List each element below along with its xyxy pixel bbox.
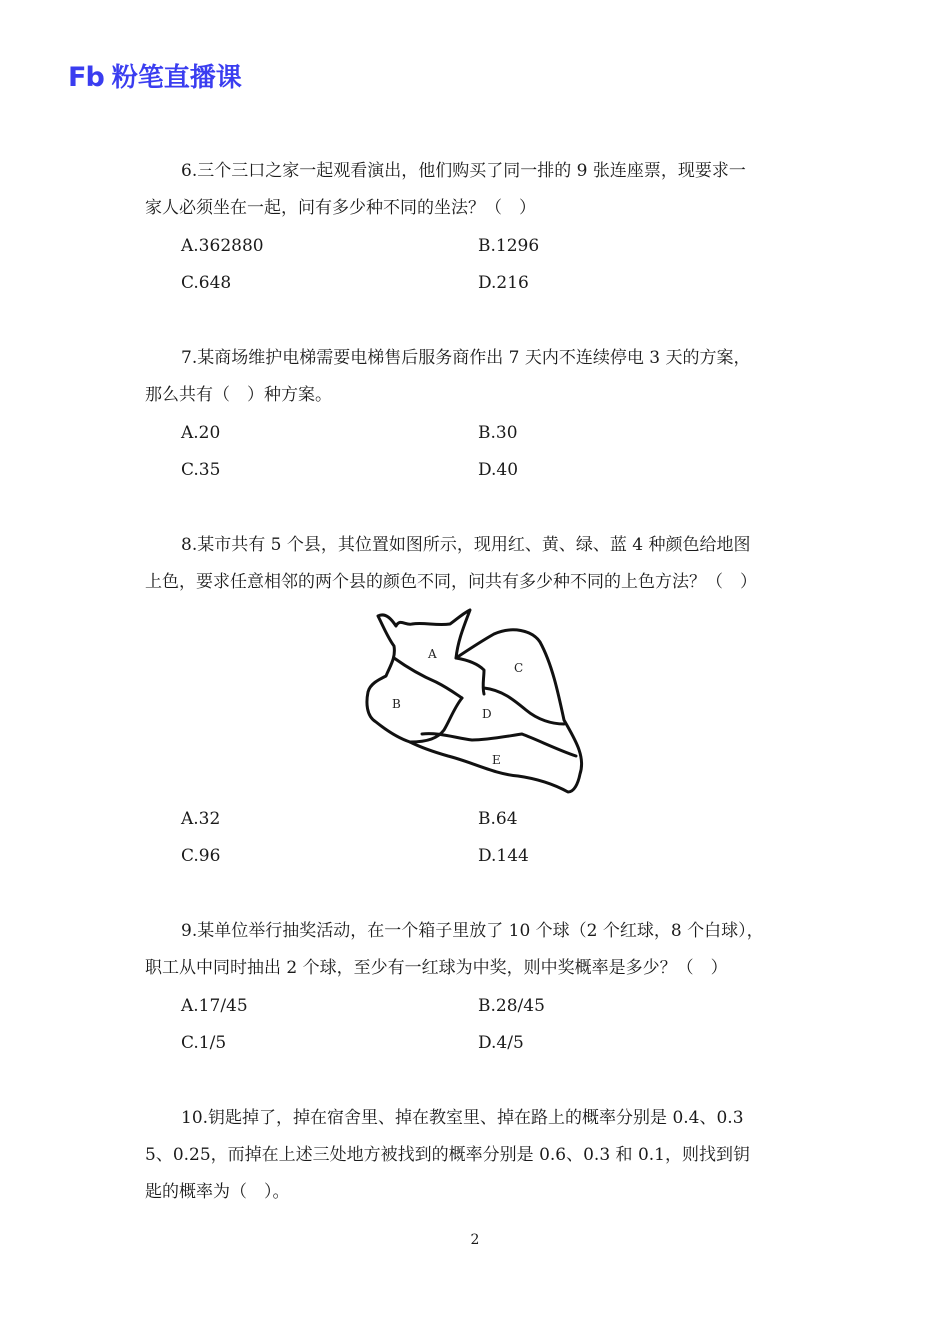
question-9-option-a: A.17/45 xyxy=(181,996,248,1016)
question-10-stem-line-1: 10.钥匙掉了，掉在宿舍里、掉在教室里、掉在路上的概率分别是 0.4、0.3 xyxy=(181,1108,744,1128)
question-7-stem-line-1: 7.某商场维护电梯需要电梯售后服务商作出 7 天内不连续停电 3 天的方案， xyxy=(181,348,751,368)
question-7-stem-line-2: 那么共有（ ）种方案。 xyxy=(145,385,332,405)
page-number: 2 xyxy=(470,1232,480,1248)
map-border-a-bd xyxy=(394,658,462,698)
question-7-option-c: C.35 xyxy=(181,460,221,480)
brand-logo xyxy=(68,62,242,94)
question-9-stem-line-2: 职工从中同时抽出 2 个球，至少有一红球为中奖，则中奖概率是多少？（ ） xyxy=(145,958,728,978)
logo-text: 粉笔直播课 xyxy=(111,63,242,93)
question-6-option-b: B.1296 xyxy=(478,236,540,256)
question-7-option-b: B.30 xyxy=(478,423,518,443)
question-9-option-d: D.4/5 xyxy=(478,1033,524,1053)
question-9-stem-line-1: 9.某单位举行抽奖活动，在一个箱子里放了 10 个球（2 个红球，8 个白球）， xyxy=(181,921,764,941)
map-border-a-c xyxy=(456,658,484,694)
map-label-d: D xyxy=(482,707,492,721)
question-8-option-c: C.96 xyxy=(181,846,221,866)
question-10-stem-line-2: 5、0.25，而掉在上述三处地方被找到的概率分别是 0.6、0.3 和 0.1，则找到钥 xyxy=(145,1145,750,1165)
question-9-option-b: B.28/45 xyxy=(478,996,545,1016)
question-6-option-a: A.362880 xyxy=(181,236,264,256)
question-8-option-a: A.32 xyxy=(181,809,221,829)
question-8-stem-line-2: 上色，要求任意相邻的两个县的颜色不同，问共有多少种不同的上色方法？（ ） xyxy=(145,572,757,592)
logo-badge-icon: Fb xyxy=(68,62,104,93)
map-border-c-d xyxy=(484,688,564,724)
map-label-a: A xyxy=(428,647,437,661)
question-10-stem-line-3: 匙的概率为（ ）。 xyxy=(145,1182,290,1202)
question-6-option-d: D.216 xyxy=(478,273,529,293)
question-8-option-b: B.64 xyxy=(478,809,518,829)
question-6-option-c: C.648 xyxy=(181,273,232,293)
map-label-b: B xyxy=(392,697,401,711)
map-label-c: C xyxy=(514,661,524,675)
map-label-e: E xyxy=(492,753,501,767)
county-map-figure xyxy=(362,606,588,798)
question-6-stem-line-2: 家人必须坐在一起，问有多少种不同的坐法？（ ） xyxy=(145,198,536,218)
question-8-option-d: D.144 xyxy=(478,846,529,866)
question-9-option-c: C.1/5 xyxy=(181,1033,227,1053)
question-7-option-d: D.40 xyxy=(478,460,519,480)
question-6-stem-line-1: 6.三个三口之家一起观看演出，他们购买了同一排的 9 张连座票，现要求一 xyxy=(181,161,746,181)
question-7-option-a: A.20 xyxy=(181,423,221,443)
question-8-stem-line-1: 8.某市共有 5 个县，其位置如图所示，现用红、黄、绿、蓝 4 种颜色给地图 xyxy=(181,535,751,555)
